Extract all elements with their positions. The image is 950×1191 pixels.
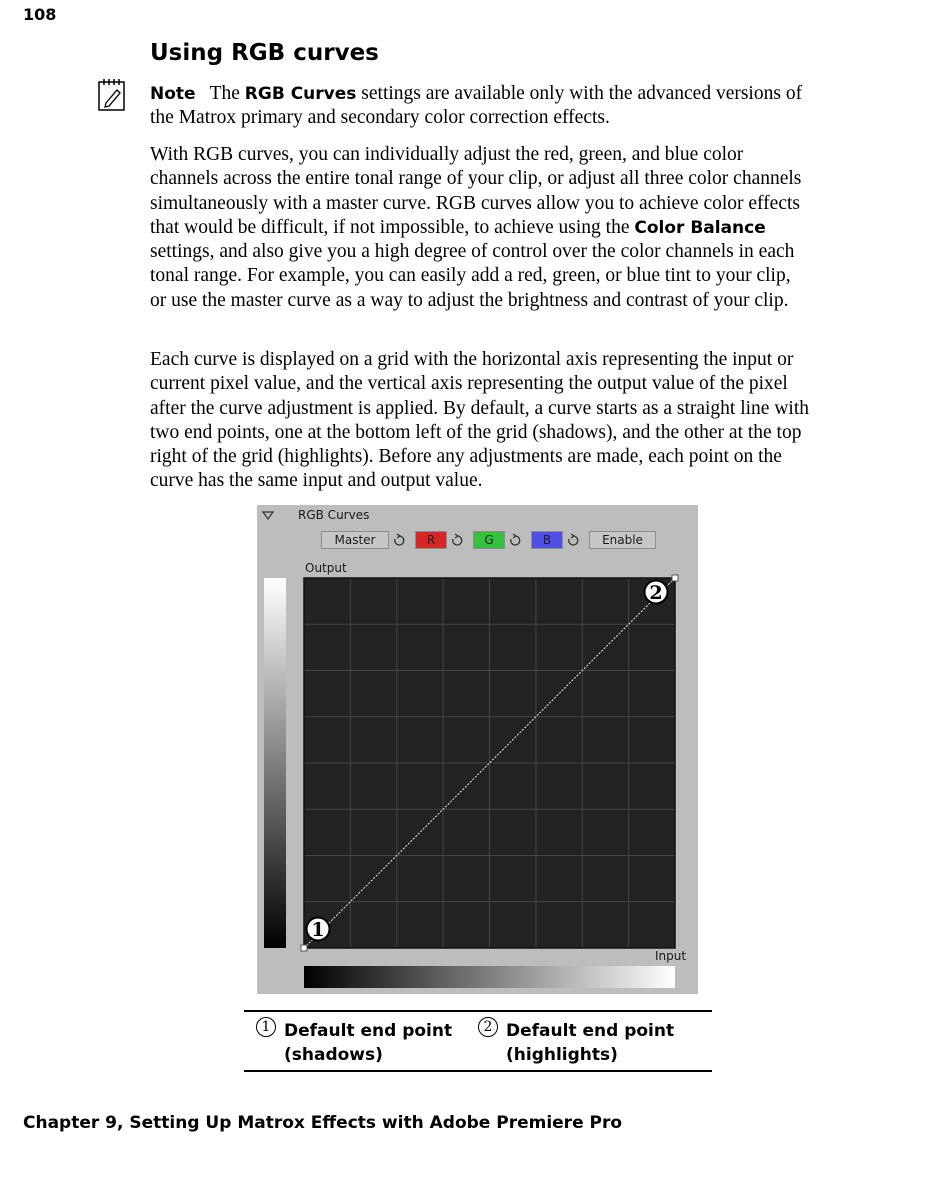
enable-button[interactable]: Enable [589,531,656,549]
rgb-curves-panel [257,505,698,994]
panel-title: RGB Curves [298,508,370,522]
shadows-end-point [301,945,307,951]
legend-number-2: 2 [478,1017,498,1037]
svg-text:2: 2 [649,582,663,604]
callout-1-icon [307,918,330,942]
legend-text-highlights [506,1019,706,1067]
legend-1-line2: (shadows) [284,1045,383,1065]
output-gradient-bar [264,578,286,948]
chapter-footer: Chapter 9, Setting Up Matrox Effects with Adobe Premiere Pro [23,1113,623,1133]
color-balance-term: Color Balance [634,217,766,238]
note-text-pre: The [209,83,245,104]
callout-2-icon [645,581,668,605]
blue-curve-button[interactable]: B [531,531,563,549]
input-axis-label: Input [655,949,687,963]
collapse-triangle-icon[interactable] [262,511,274,520]
figure-legend [244,1010,712,1072]
red-curve-button[interactable]: R [415,531,447,549]
intro-paragraph [150,143,810,313]
intro-text-pre: With RGB curves, you can individually adjust the red, green, and blue color channels across the entire tonal range of your clip, or adjust all three color channels simultaneously with a master curve. RGB curves allow you to achieve color effects that would be difficult, if not impossible, to achieve using the [150,144,802,238]
reset-blue-icon[interactable] [565,532,581,548]
note-paragraph [150,82,810,131]
note-text-post: settings are available only with the advanced versions of the Matrox primary and secondary color correction effects. [150,83,803,129]
legend-2-line1: Default end point [506,1021,675,1041]
legend-1-line1: Default end point [284,1021,453,1041]
input-gradient-bar [304,966,675,988]
reset-green-icon[interactable] [507,532,523,548]
legend-number-1: 1 [256,1017,276,1037]
highlights-end-point [672,575,678,581]
section-title: Using RGB curves [150,40,379,66]
page-number: 108 [23,5,57,24]
svg-text:1: 1 [311,919,325,941]
reset-red-icon[interactable] [449,532,465,548]
green-curve-button[interactable]: G [473,531,505,549]
note-label: Note [150,84,196,104]
legend-2-line2: (highlights) [506,1045,618,1065]
note-bold-term: RGB Curves [244,84,357,104]
output-axis-label: Output [305,561,347,575]
master-curve-button[interactable]: Master [321,531,389,549]
legend-text-shadows [284,1019,484,1067]
curve-grid[interactable] [304,578,675,950]
grid-description-paragraph: Each curve is displayed on a grid with the horizontal axis representing the input or current pixel value, and the vertical axis representing the output value of the pixel after the curve adjustment is applied. By default, a curve starts as a straight line with two end points, one at the bottom left of the grid (shadows), and the other at the top right of the grid (highlights). Before any adjustments are made, each point on the curve has the same input and output value. [150,349,810,492]
intro-text-post: settings, and also give you a high degree of control over the color channels in each tonal range. For example, you can easily add a red, green, or blue tint to your clip, or use the master curve as a way to adjust the brightness and contrast of your clip. [150,241,795,311]
reset-master-icon[interactable] [391,532,407,548]
note-pad-icon [97,78,127,112]
